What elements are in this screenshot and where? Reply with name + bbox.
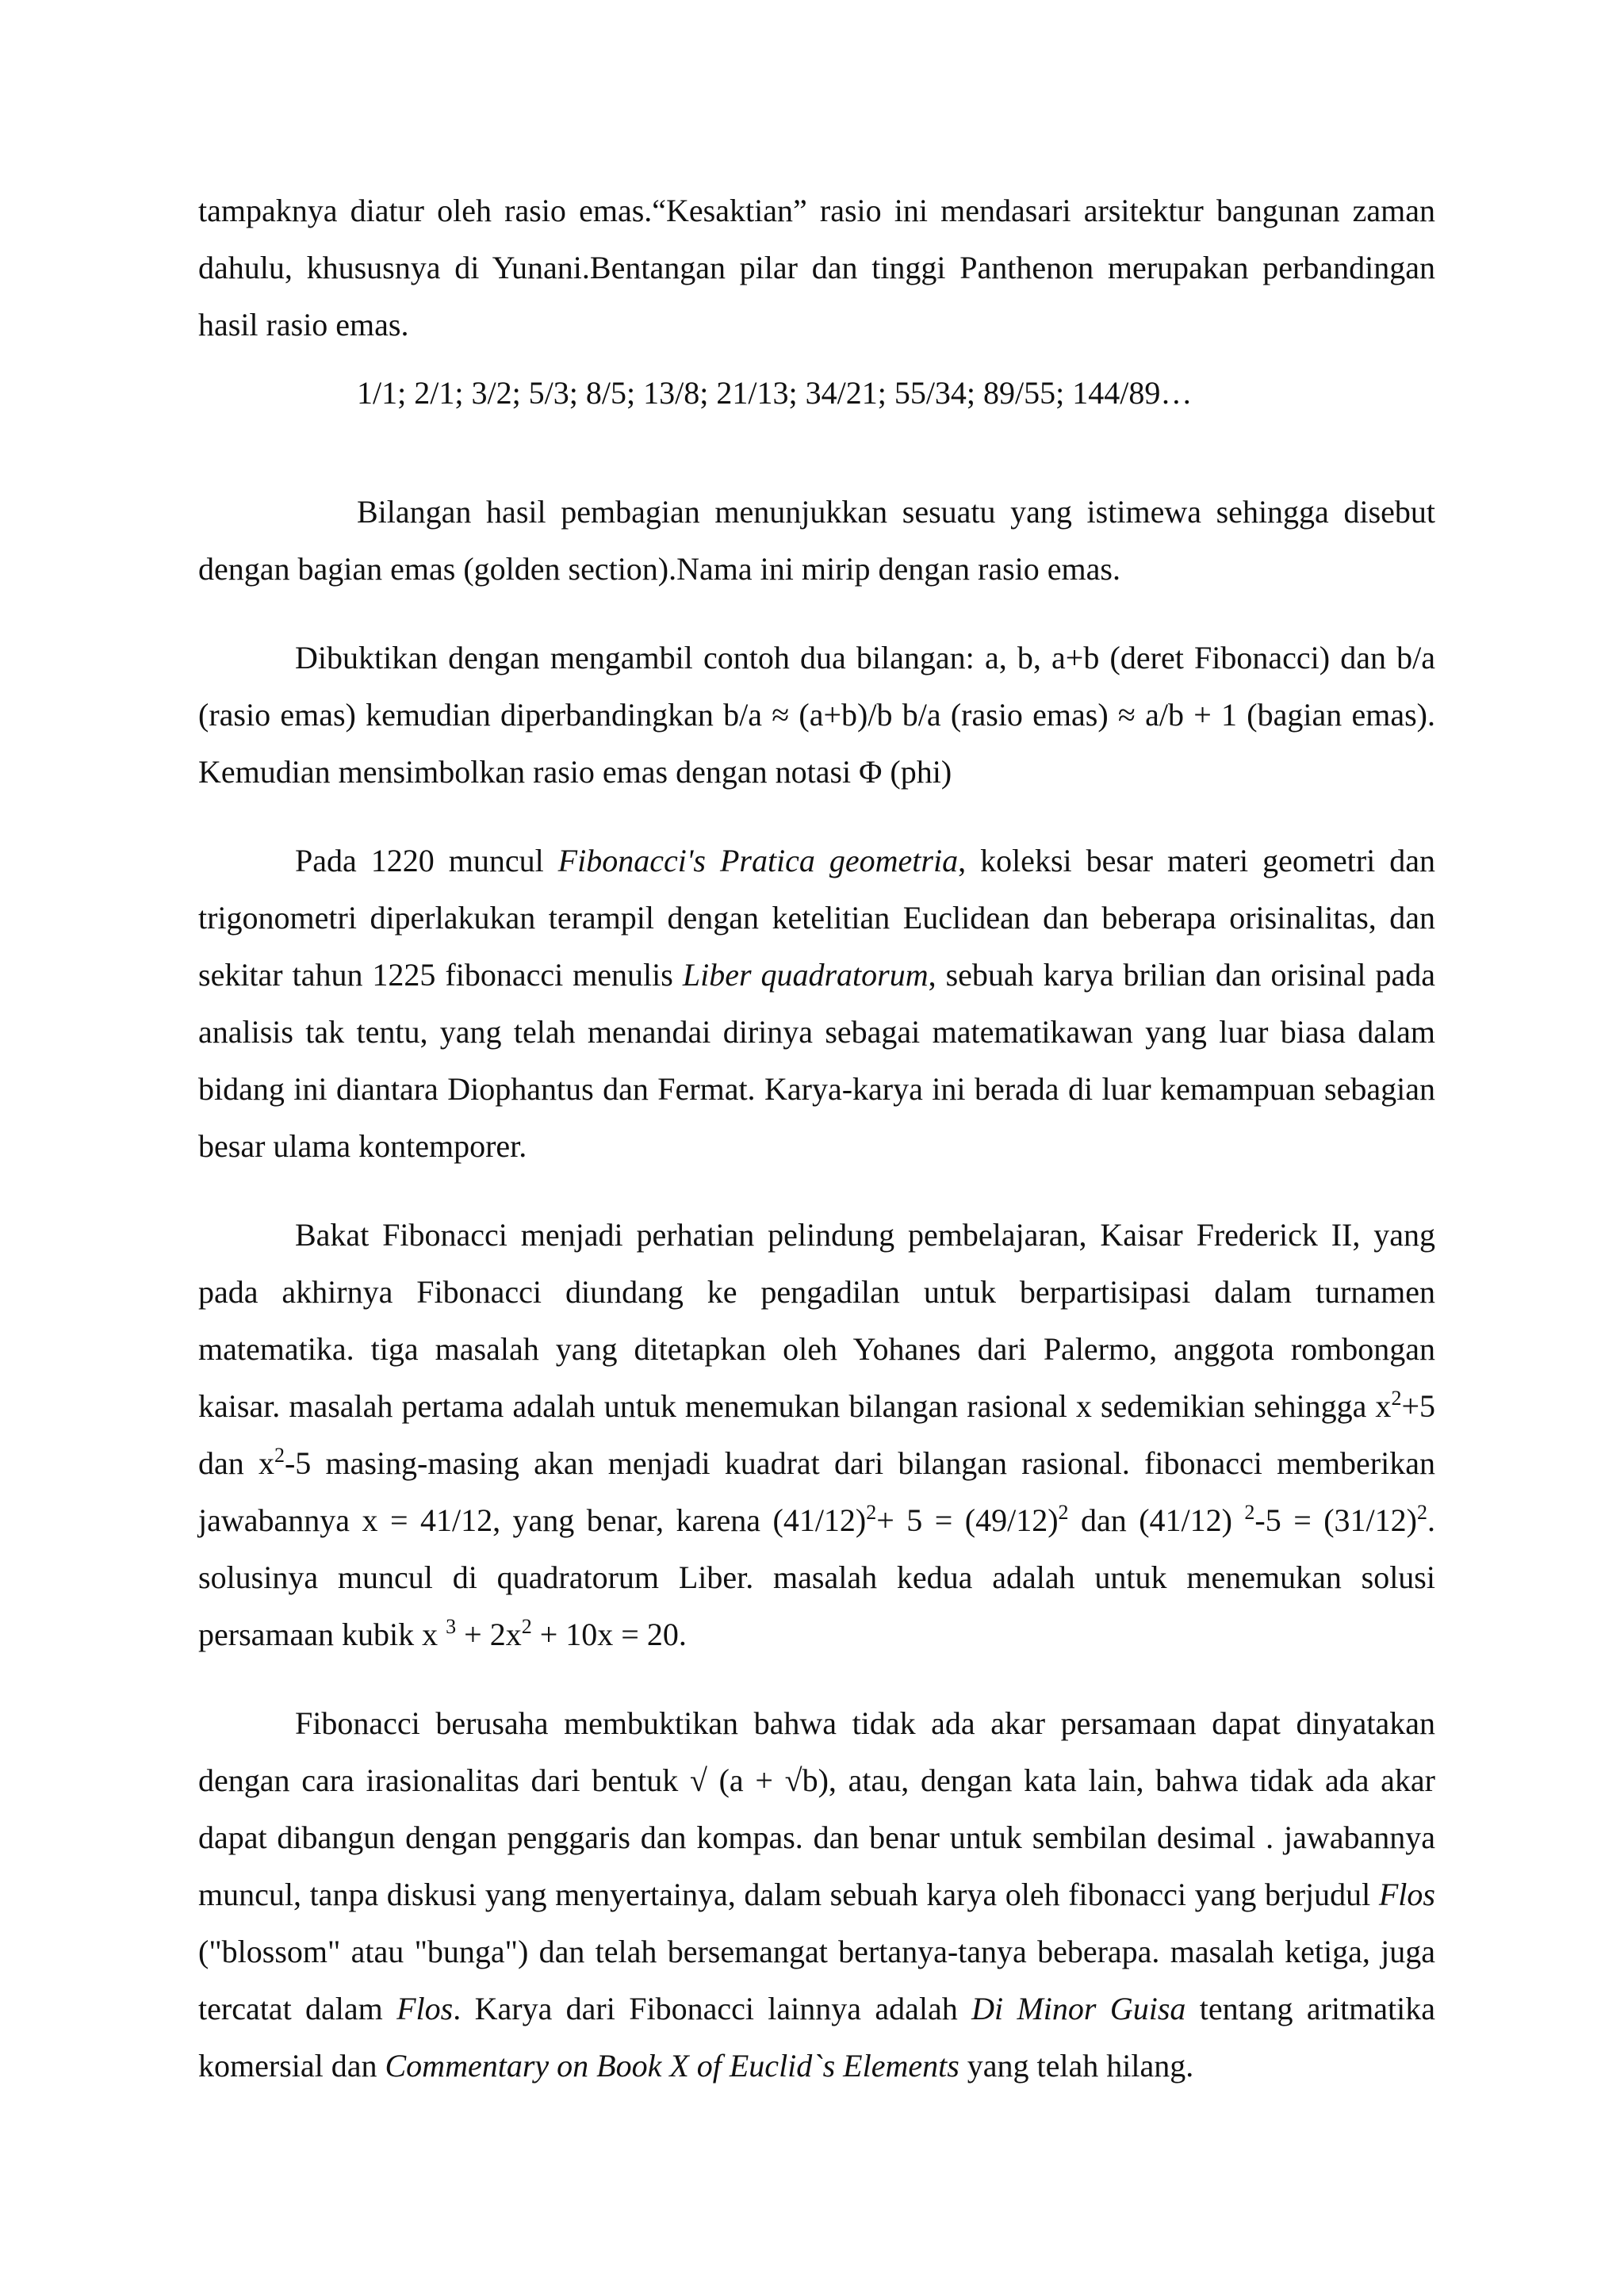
paragraph-pratica-geometria [198, 832, 1435, 1175]
paragraph-golden-ratio-architecture [198, 182, 1435, 354]
book-title-liber-quadratorum: Liber quadratorum [682, 957, 929, 993]
text-segment: Pada 1220 muncul [295, 843, 558, 878]
paragraph-text: Bilangan hasil pembagian menunjukkan sesuatu yang istimewa sehingga disebut dengan bagian emas (golden section).Nama ini mirip dengan rasio emas. [198, 494, 1435, 587]
superscript-exponent: 2 [1391, 1387, 1402, 1410]
text-segment: tentang aritmatika komersial dan [198, 1991, 1435, 2084]
superscript-exponent: 2 [1244, 1501, 1255, 1524]
sequence-text: 1/1; 2/1; 3/2; 5/3; 8/5; 13/8; 21/13; 34/21; 55/34; 89/55; 144/89… [357, 375, 1193, 411]
text-segment: -5 masing-masing akan menjadi kuadrat dari bilangan rasional. fibonacci memberikan jawabannya x = 41/12, yang benar, karena (41/12) [198, 1445, 1435, 1538]
paragraph-text: tampaknya diatur oleh rasio emas.“Kesaktian” rasio ini mendasari arsitektur bangunan zaman dahulu, khususnya di Yunani.Bentangan pilar dan tinggi Panthenon merupakan perbandingan hasil rasio emas. [198, 193, 1435, 342]
book-title-di-minor-guisa: Di Minor Guisa [971, 1991, 1186, 2026]
superscript-exponent: 2 [866, 1501, 877, 1524]
paragraph-frederick-tournament [198, 1207, 1435, 1663]
superscript-exponent: 2 [1416, 1501, 1427, 1524]
superscript-exponent: 2 [1058, 1501, 1069, 1524]
text-segment: Bakat Fibonacci menjadi perhatian pelindung pembelajaran, Kaisar Frederick II, yang pada akhirnya Fibonacci diundang ke pengadilan untuk berpartisipasi dalam turnamen matematika. tiga masalah yang ditetapkan oleh Yohanes dari Palermo, anggota rombongan kaisar. masalah pertama adalah untuk menemukan bilangan rasional x sedemikian sehingga x [198, 1217, 1435, 1424]
superscript-exponent: 2 [521, 1615, 532, 1638]
text-segment: yang telah hilang. [959, 2048, 1194, 2084]
document-page [198, 182, 1435, 2126]
text-segment: -5 = (31/12) [1254, 1502, 1417, 1538]
text-segment: dan (41/12) [1068, 1502, 1245, 1538]
paragraph-golden-section [198, 484, 1435, 598]
text-segment: Fibonacci berusaha membuktikan bahwa tidak ada akar persamaan dapat dinyatakan dengan cara irasionalitas dari bentuk √ (a + √b), atau, dengan kata lain, bahwa tidak ada akar dapat dibangun dengan penggaris dan kompas. dan benar untuk sembilan desimal . jawabannya muncul, tanpa diskusi yang menyertainya, dalam sebuah karya oleh fibonacci yang berjudul [198, 1705, 1435, 1912]
book-title-commentary-euclid: Commentary on Book X of Euclid`s Elements [385, 2048, 959, 2084]
text-segment: . solusinya muncul di quadratorum Liber. masalah kedua adalah untuk menemukan solusi persamaan kubik x [198, 1502, 1435, 1652]
fibonacci-ratio-sequence [198, 365, 1435, 422]
paragraph-proof-phi [198, 629, 1435, 801]
book-title-pratica-geometria: Fibonacci's Pratica geometria [557, 843, 959, 878]
text-segment: , sebuah karya brilian dan orisinal pada analisis tak tentu, yang telah menandai dirinya sebagai matematikawan yang luar biasa dalam bidang ini diantara Diophantus dan Fermat. Karya-karya ini berada di luar kemampuan sebagian besar ulama kontemporer. [198, 957, 1436, 1164]
superscript-exponent: 2 [274, 1444, 285, 1467]
text-segment: , koleksi besar materi geometri dan trigonometri diperlakukan terampil dengan ketelitian Euclidean dan beberapa orisinalitas, dan sekitar tahun 1225 fibonacci menulis [198, 843, 1436, 993]
superscript-exponent: 3 [446, 1615, 457, 1638]
text-segment: +5 dan x [198, 1388, 1435, 1481]
text-segment: . Karya dari Fibonacci lainnya adalah [453, 1991, 972, 2026]
text-segment: + 2x [456, 1617, 522, 1652]
book-title-flos: Flos [1378, 1877, 1435, 1912]
paragraph-text: Dibuktikan dengan mengambil contoh dua bilangan: a, b, a+b (deret Fibonacci) dan b/a (rasio emas) kemudian diperbandingkan b/a ≈ (a+b)/b b/a (rasio emas) ≈ a/b + 1 (bagian emas). Kemudian mensimbolkan rasio emas dengan notasi Φ (phi) [198, 640, 1435, 790]
text-segment: + 10x = 20. [531, 1617, 687, 1652]
book-title-flos: Flos [396, 1991, 454, 2026]
text-segment: ("blossom" atau "bunga") dan telah bersemangat bertanya-tanya beberapa. masalah ketiga, juga tercatat dalam [198, 1934, 1435, 2026]
paragraph-flos [198, 1695, 1435, 2095]
text-segment: + 5 = (49/12) [876, 1502, 1059, 1538]
